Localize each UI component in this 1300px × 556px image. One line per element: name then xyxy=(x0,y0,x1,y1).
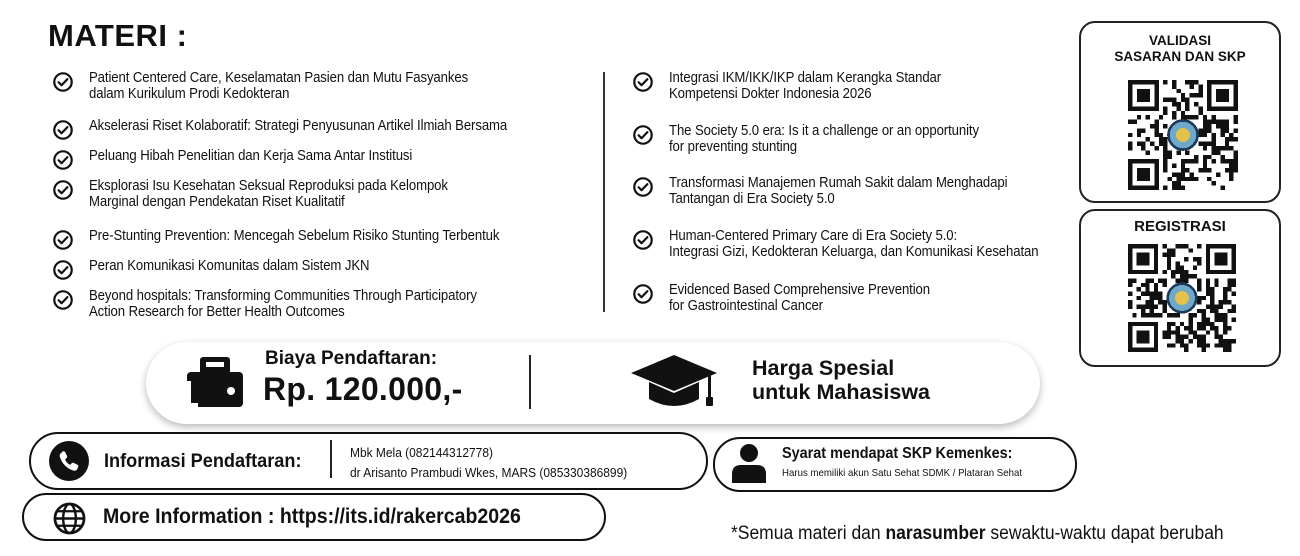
topic-line: Kompetensi Dokter Indonesia 2026 xyxy=(669,86,872,102)
change-notice xyxy=(731,523,1224,545)
topic-item xyxy=(632,175,1037,207)
graduation-cap-icon xyxy=(631,355,717,411)
check-circle-icon xyxy=(52,149,74,171)
topic-item xyxy=(52,178,479,210)
contact-1: Mbk Mela (082144312778) xyxy=(350,445,493,460)
topic-line: Tantangan di Era Society 5.0 xyxy=(669,191,835,207)
topic-line: dalam Kurikulum Prodi Kedokteran xyxy=(89,86,290,102)
qr-code-icon[interactable] xyxy=(1128,244,1236,352)
topic-line: for Gastrointestinal Cancer xyxy=(669,298,823,314)
topic-item xyxy=(632,70,965,102)
check-circle-icon xyxy=(632,283,654,305)
topic-line: Akselerasi Riset Kolaboratif: Strategi Penyusunan Artikel Ilmiah Bersama xyxy=(89,118,508,134)
more-info-link[interactable]: More Information : https://its.id/rakercab2026 xyxy=(103,505,521,528)
topic-line: Transformasi Manajemen Rumah Sakit dalam Menghadapi xyxy=(669,175,1008,191)
special-line: untuk Mahasiswa xyxy=(752,380,931,404)
topic-item xyxy=(632,282,953,314)
qr-card-validasi[interactable] xyxy=(1079,21,1281,203)
column-divider xyxy=(603,72,605,312)
check-circle-icon xyxy=(52,119,74,141)
topic-item xyxy=(52,118,544,141)
globe-icon xyxy=(53,502,86,535)
topic-line: Integrasi Gizi, Kedokteran Keluarga, dan Komunikasi Kesehatan xyxy=(669,244,1039,260)
fee-price: Rp. 120.000,- xyxy=(263,371,463,407)
wallet-icon xyxy=(187,357,243,407)
section-title: MATERI : xyxy=(48,18,188,53)
topic-item xyxy=(632,228,1071,260)
check-circle-icon xyxy=(632,176,654,198)
registration-info-label: Informasi Pendaftaran: xyxy=(104,450,302,472)
note-suffix: sewaktu-waktu dapat berubah xyxy=(985,523,1224,544)
topic-line: Eksplorasi Isu Kesehatan Seksual Reproduksi pada Kelompok xyxy=(89,178,448,194)
special-line: Harga Spesial xyxy=(752,356,895,380)
check-circle-icon xyxy=(632,71,654,93)
topic-line: Peluang Hibah Penelitian dan Kerja Sama Antar Institusi xyxy=(89,148,413,164)
topic-item xyxy=(52,228,535,251)
qr-title: REGISTRASI xyxy=(1134,218,1226,235)
check-circle-icon xyxy=(632,124,654,146)
qr-title: SASARAN DAN SKP xyxy=(1114,49,1246,64)
topic-line: Human-Centered Primary Care di Era Society 5.0: xyxy=(669,228,958,244)
topic-line: The Society 5.0 era: Is it a challenge or an opportunity xyxy=(669,123,979,139)
topic-item xyxy=(52,288,511,320)
skp-title: Syarat mendapat SKP Kemenkes: xyxy=(782,445,1013,462)
qr-code-icon[interactable] xyxy=(1128,80,1238,190)
person-icon xyxy=(732,443,766,483)
skp-subtitle: Harus memiliki akun Satu Sehat SDMK / Plataran Sehat xyxy=(782,467,1023,479)
check-circle-icon xyxy=(52,259,74,281)
topic-item xyxy=(52,258,394,281)
fee-divider xyxy=(529,355,531,409)
check-circle-icon xyxy=(52,71,74,93)
topic-line: Evidenced Based Comprehensive Prevention xyxy=(669,282,931,298)
contact-2: dr Arisanto Prambudi Wkes, MARS (085330386899) xyxy=(350,465,628,480)
check-circle-icon xyxy=(632,229,654,251)
check-circle-icon xyxy=(52,229,74,251)
qr-card-registrasi[interactable] xyxy=(1079,209,1281,367)
note-bold: narasumber xyxy=(885,523,986,544)
topic-item xyxy=(632,123,1006,155)
special-price-text xyxy=(752,356,930,404)
topic-line: for preventing stunting xyxy=(669,139,798,155)
topic-line: Integrasi IKM/IKK/IKP dalam Kerangka Standar xyxy=(669,70,942,86)
check-circle-icon xyxy=(52,289,74,311)
info-divider xyxy=(330,440,332,478)
topic-line: Patient Centered Care, Keselamatan Pasien dan Mutu Fasyankes xyxy=(89,70,469,86)
topic-item xyxy=(52,70,501,102)
qr-title: VALIDASI xyxy=(1148,33,1211,48)
phone-icon xyxy=(49,441,89,481)
note-prefix: *Semua materi dan xyxy=(731,523,886,544)
topic-item xyxy=(52,148,440,171)
fee-label: Biaya Pendaftaran: xyxy=(265,348,438,369)
check-circle-icon xyxy=(52,179,74,201)
topic-line: Pre-Stunting Prevention: Mencegah Sebelum Risiko Stunting Terbentuk xyxy=(89,228,500,244)
topic-line: Beyond hospitals: Transforming Communities Through Participatory xyxy=(89,288,477,304)
topic-line: Marginal dengan Pendekatan Riset Kualitatif xyxy=(89,194,345,210)
topic-line: Action Research for Better Health Outcomes xyxy=(89,304,345,320)
topic-line: Peran Komunikasi Komunitas dalam Sistem JKN xyxy=(89,258,370,274)
